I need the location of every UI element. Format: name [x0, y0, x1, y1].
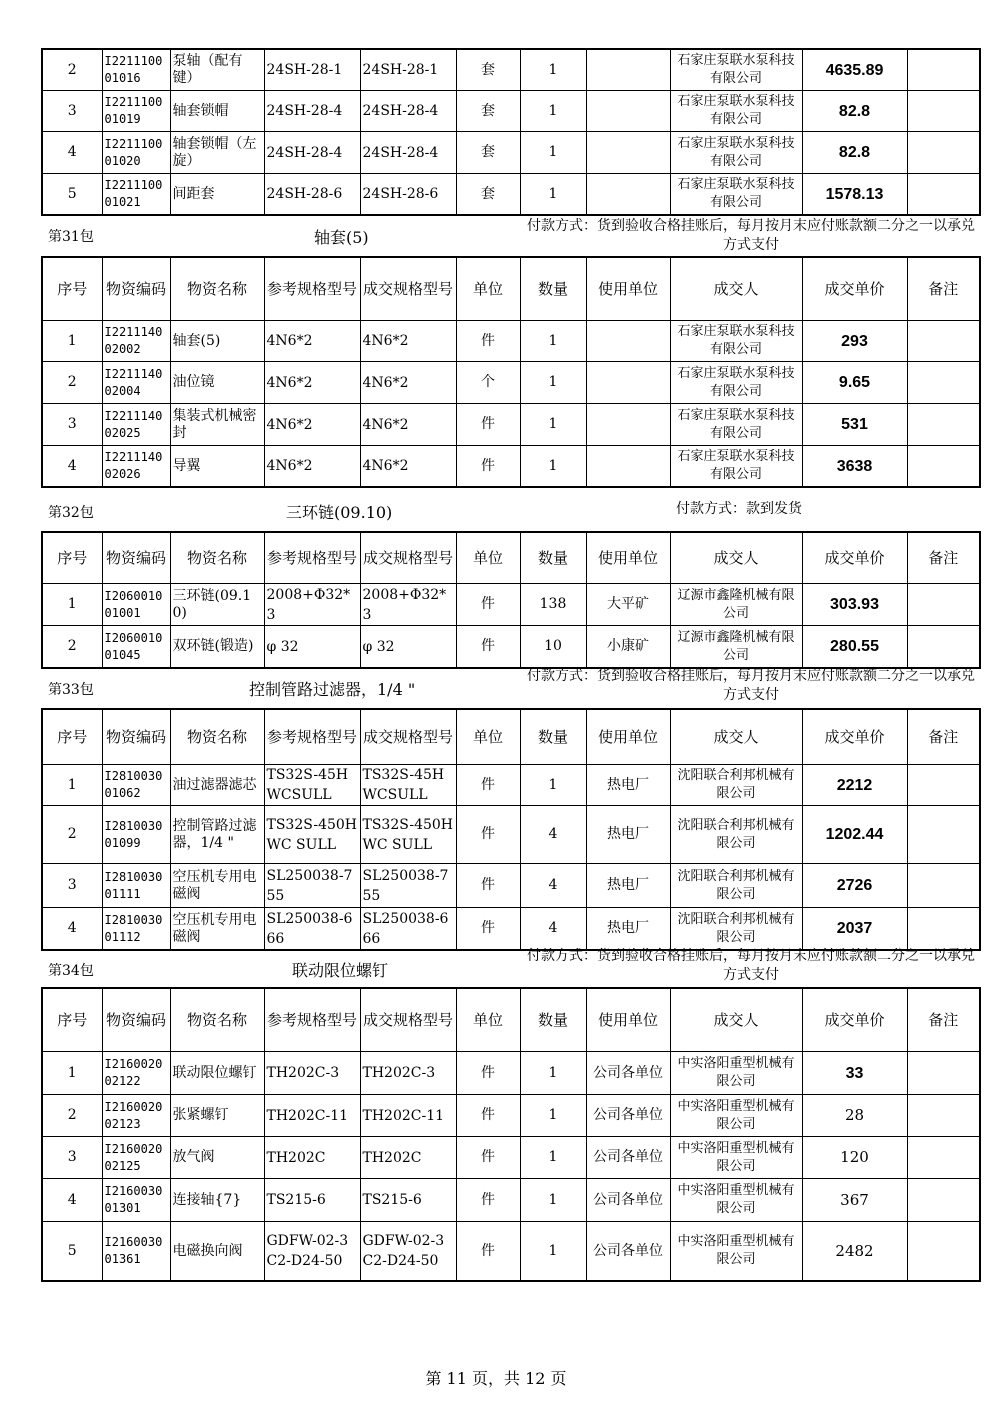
- table-cell: 件: [456, 1179, 520, 1222]
- table-cell: 大平矿: [586, 584, 670, 626]
- table-cell: TS215-6: [360, 1179, 456, 1222]
- table-cell: [907, 174, 980, 216]
- table-cell: [907, 49, 980, 91]
- table-cell: 4N6*2: [264, 321, 360, 362]
- table-cell: [907, 765, 980, 806]
- table-cell: 中实洛阳重型机械有限公司: [670, 1095, 802, 1137]
- table-cell: 2: [42, 806, 102, 864]
- table-cell: 1: [520, 49, 586, 91]
- table-cell: [586, 174, 670, 216]
- column-header-deal-spec: 成交规格型号: [360, 257, 456, 321]
- table-cell: 件: [456, 446, 520, 488]
- table-cell: 24SH-28-1: [360, 49, 456, 91]
- table-cell: 石家庄泵联水泵科技有限公司: [670, 174, 802, 216]
- price-cell: 2726: [802, 864, 907, 908]
- table-cell: I221114002002: [102, 321, 170, 362]
- table-header-row: [42, 257, 980, 321]
- price-cell: 531: [802, 404, 907, 446]
- table-cell: [907, 1222, 980, 1282]
- table-cell: 套: [456, 174, 520, 216]
- column-header-user: 使用单位: [586, 709, 670, 765]
- price-cell: 82.8: [802, 91, 907, 132]
- table-cell: I281003001111: [102, 864, 170, 908]
- column-header-price: 成交单价: [802, 257, 907, 321]
- table-cell: 2008+Φ32*3: [264, 584, 360, 626]
- table-cell: 石家庄泵联水泵科技有限公司: [670, 91, 802, 132]
- table-cell: 辽源市鑫隆机械有限公司: [670, 626, 802, 669]
- table-cell: 轴套(5): [170, 321, 264, 362]
- column-header-deal-spec: 成交规格型号: [360, 532, 456, 584]
- table-cell: 空压机专用电磁阀: [170, 908, 264, 951]
- table-row: [42, 132, 980, 174]
- table-cell: 热电厂: [586, 765, 670, 806]
- column-header-seq: 序号: [42, 532, 102, 584]
- table-cell: [907, 1052, 980, 1095]
- table-cell: 轴套锁帽: [170, 91, 264, 132]
- table-cell: 集装式机械密封: [170, 404, 264, 446]
- table-row: [42, 174, 980, 216]
- table-cell: [907, 1137, 980, 1179]
- price-cell: 280.55: [802, 626, 907, 669]
- table-cell: TS32S-45HWCSULL: [264, 765, 360, 806]
- table-cell: 1: [520, 404, 586, 446]
- price-cell: 2482: [802, 1222, 907, 1282]
- table-pkg34: [41, 987, 981, 1282]
- table-cell: 1: [42, 321, 102, 362]
- table-cell: 3: [42, 91, 102, 132]
- table-cell: 24SH-28-1: [264, 49, 360, 91]
- table-cell: 1: [520, 446, 586, 488]
- table-cell: GDFW-02-3C2-D24-50: [264, 1222, 360, 1282]
- table-cell: 间距套: [170, 174, 264, 216]
- table-cell: [586, 446, 670, 488]
- price-cell: 303.93: [802, 584, 907, 626]
- table-cell: 4N6*2: [360, 321, 456, 362]
- table-cell: 1: [520, 362, 586, 404]
- column-header-name: 物资名称: [170, 257, 264, 321]
- column-header-note: 备注: [907, 257, 980, 321]
- table-row: [42, 1052, 980, 1095]
- table-cell: [907, 91, 980, 132]
- column-header-unit: 单位: [456, 532, 520, 584]
- table-cell: 热电厂: [586, 908, 670, 951]
- table-cell: 1: [520, 765, 586, 806]
- column-header-seq: 序号: [42, 257, 102, 321]
- table-cell: 4N6*2: [264, 446, 360, 488]
- table-row: [42, 1222, 980, 1282]
- table-row: [42, 91, 980, 132]
- table-cell: 沈阳联合利邦机械有限公司: [670, 765, 802, 806]
- table-cell: 138: [520, 584, 586, 626]
- table-cell: 件: [456, 1137, 520, 1179]
- table-cell: φ 32: [360, 626, 456, 669]
- table-cell: 中实洛阳重型机械有限公司: [670, 1179, 802, 1222]
- table-row: [42, 1179, 980, 1222]
- column-header-ref-spec: 参考规格型号: [264, 532, 360, 584]
- package-title: 联动限位螺钉: [292, 961, 389, 980]
- table-row: [42, 446, 980, 488]
- table-cell: GDFW-02-3C2-D24-50: [360, 1222, 456, 1282]
- table-cell: [907, 132, 980, 174]
- table-cell: TS32S-450HWC SULL: [360, 806, 456, 864]
- table-cell: 1: [520, 1222, 586, 1282]
- table-pkg30-continued: [41, 48, 981, 216]
- table-cell: TS215-6: [264, 1179, 360, 1222]
- table-pkg32: [41, 531, 981, 669]
- table-cell: 三环链(09.10): [170, 584, 264, 626]
- column-header-note: 备注: [907, 532, 980, 584]
- table-cell: 导翼: [170, 446, 264, 488]
- table-cell: 中实洛阳重型机械有限公司: [670, 1222, 802, 1282]
- table-cell: SL250038-666: [264, 908, 360, 951]
- package-label: 第34包: [48, 963, 94, 979]
- column-header-price: 成交单价: [802, 709, 907, 765]
- column-header-unit: 单位: [456, 257, 520, 321]
- table-cell: 4: [520, 864, 586, 908]
- table-cell: [586, 404, 670, 446]
- table-cell: 24SH-28-6: [264, 174, 360, 216]
- table-cell: [907, 1179, 980, 1222]
- column-header-name: 物资名称: [170, 988, 264, 1052]
- table-row: [42, 584, 980, 626]
- table-cell: 公司各单位: [586, 1179, 670, 1222]
- price-cell: 293: [802, 321, 907, 362]
- table-cell: 4: [42, 908, 102, 951]
- table-cell: [907, 321, 980, 362]
- table-cell: 轴套锁帽（左旋）: [170, 132, 264, 174]
- table-cell: I216002002123: [102, 1095, 170, 1137]
- package-label: 第31包: [48, 229, 94, 245]
- table-cell: 1: [520, 1052, 586, 1095]
- column-header-ref-spec: 参考规格型号: [264, 709, 360, 765]
- table-cell: 双环链(锻造): [170, 626, 264, 669]
- price-cell: 82.8: [802, 132, 907, 174]
- column-header-qty: 数量: [520, 988, 586, 1052]
- column-header-code: 物资编码: [102, 532, 170, 584]
- table-cell: I216002002122: [102, 1052, 170, 1095]
- column-header-seq: 序号: [42, 988, 102, 1052]
- package-title: 控制管路过滤器，1/4 ": [249, 680, 416, 699]
- column-header-ref-spec: 参考规格型号: [264, 257, 360, 321]
- table-cell: TH202C-11: [264, 1095, 360, 1137]
- table-cell: 公司各单位: [586, 1095, 670, 1137]
- payment-terms: 付款方式：款到发货: [676, 501, 802, 517]
- table-row: [42, 1137, 980, 1179]
- table-cell: 件: [456, 806, 520, 864]
- table-cell: SL250038-666: [360, 908, 456, 951]
- payment-terms: 付款方式：货到验收合格挂账后，每月按月末应付账款额二分之一以承兑方式支付: [527, 668, 975, 703]
- table-cell: [586, 321, 670, 362]
- column-header-deal-spec: 成交规格型号: [360, 988, 456, 1052]
- table-cell: 套: [456, 132, 520, 174]
- table-cell: 公司各单位: [586, 1052, 670, 1095]
- price-cell: 1578.13: [802, 174, 907, 216]
- table-cell: 1: [42, 584, 102, 626]
- table-cell: 2: [42, 626, 102, 669]
- page-footer: 第 11 页，共 12 页: [425, 1369, 567, 1388]
- table-cell: SL250038-755: [360, 864, 456, 908]
- table-cell: 4: [42, 1179, 102, 1222]
- column-header-seq: 序号: [42, 709, 102, 765]
- table-cell: [907, 446, 980, 488]
- table-cell: 4N6*2: [264, 362, 360, 404]
- table-cell: [586, 362, 670, 404]
- table-cell: 空压机专用电磁阀: [170, 864, 264, 908]
- table-cell: TH202C-3: [264, 1052, 360, 1095]
- table-cell: TS32S-45HWCSULL: [360, 765, 456, 806]
- table-cell: 24SH-28-4: [360, 91, 456, 132]
- table-cell: 1: [520, 321, 586, 362]
- table-cell: 石家庄泵联水泵科技有限公司: [670, 446, 802, 488]
- table-cell: I221110001016: [102, 49, 170, 91]
- table-cell: [907, 864, 980, 908]
- table-cell: I281003001062: [102, 765, 170, 806]
- table-cell: TH202C: [264, 1137, 360, 1179]
- column-header-user: 使用单位: [586, 257, 670, 321]
- table-cell: 24SH-28-4: [264, 91, 360, 132]
- price-cell: 120: [802, 1137, 907, 1179]
- table-header-row: [42, 988, 980, 1052]
- price-cell: 367: [802, 1179, 907, 1222]
- table-cell: 件: [456, 584, 520, 626]
- table-cell: 放气阀: [170, 1137, 264, 1179]
- table-cell: 4N6*2: [360, 362, 456, 404]
- price-cell: 33: [802, 1052, 907, 1095]
- table-cell: 联动限位螺钉: [170, 1052, 264, 1095]
- table-cell: 4: [520, 806, 586, 864]
- price-cell: 4635.89: [802, 49, 907, 91]
- table-cell: φ 32: [264, 626, 360, 669]
- table-cell: 公司各单位: [586, 1137, 670, 1179]
- table-cell: 件: [456, 404, 520, 446]
- table-cell: [907, 584, 980, 626]
- table-cell: 件: [456, 908, 520, 951]
- column-header-deal-spec: 成交规格型号: [360, 709, 456, 765]
- table-cell: 个: [456, 362, 520, 404]
- table-cell: 件: [456, 864, 520, 908]
- table-cell: 热电厂: [586, 806, 670, 864]
- table-cell: SL250038-755: [264, 864, 360, 908]
- table-cell: 石家庄泵联水泵科技有限公司: [670, 49, 802, 91]
- table-cell: 石家庄泵联水泵科技有限公司: [670, 362, 802, 404]
- table-cell: 5: [42, 1222, 102, 1282]
- column-header-vendor: 成交人: [670, 257, 802, 321]
- table-cell: 3: [42, 864, 102, 908]
- table-cell: TS32S-450HWC SULL: [264, 806, 360, 864]
- column-header-qty: 数量: [520, 532, 586, 584]
- table-cell: 沈阳联合利邦机械有限公司: [670, 806, 802, 864]
- table-row: [42, 404, 980, 446]
- table-cell: 4: [42, 132, 102, 174]
- table-cell: 件: [456, 626, 520, 669]
- table-cell: 3: [42, 404, 102, 446]
- table-cell: 3: [42, 1137, 102, 1179]
- column-header-name: 物资名称: [170, 532, 264, 584]
- table-cell: 2: [42, 49, 102, 91]
- table-cell: [907, 908, 980, 951]
- table-cell: I221114002004: [102, 362, 170, 404]
- payment-terms: 付款方式：货到验收合格挂账后，每月按月末应付账款额二分之一以承兑方式支付: [527, 948, 975, 983]
- table-cell: 泵轴（配有键）: [170, 49, 264, 91]
- table-cell: 4: [520, 908, 586, 951]
- table-cell: 件: [456, 1095, 520, 1137]
- price-cell: 9.65: [802, 362, 907, 404]
- table-cell: 1: [520, 91, 586, 132]
- table-cell: 1: [520, 1179, 586, 1222]
- table-row: [42, 908, 980, 951]
- column-header-qty: 数量: [520, 257, 586, 321]
- table-cell: TH202C: [360, 1137, 456, 1179]
- table-cell: [907, 1095, 980, 1137]
- table-row: [42, 362, 980, 404]
- table-cell: 2: [42, 1095, 102, 1137]
- table-cell: I221110001021: [102, 174, 170, 216]
- table-cell: [586, 49, 670, 91]
- column-header-unit: 单位: [456, 709, 520, 765]
- table-cell: [907, 362, 980, 404]
- table-cell: 24SH-28-4: [360, 132, 456, 174]
- table-cell: 公司各单位: [586, 1222, 670, 1282]
- table-cell: 1: [520, 174, 586, 216]
- column-header-code: 物资编码: [102, 257, 170, 321]
- table-cell: 套: [456, 49, 520, 91]
- table-cell: [907, 404, 980, 446]
- table-cell: 4N6*2: [360, 404, 456, 446]
- table-cell: I221110001019: [102, 91, 170, 132]
- column-header-name: 物资名称: [170, 709, 264, 765]
- table-cell: 油过滤器滤芯: [170, 765, 264, 806]
- column-header-unit: 单位: [456, 988, 520, 1052]
- table-cell: 中实洛阳重型机械有限公司: [670, 1137, 802, 1179]
- table-row: [42, 1095, 980, 1137]
- table-row: [42, 321, 980, 362]
- table-row: [42, 806, 980, 864]
- column-header-ref-spec: 参考规格型号: [264, 988, 360, 1052]
- column-header-vendor: 成交人: [670, 709, 802, 765]
- table-cell: 张紧螺钉: [170, 1095, 264, 1137]
- table-cell: 石家庄泵联水泵科技有限公司: [670, 321, 802, 362]
- column-header-user: 使用单位: [586, 988, 670, 1052]
- table-cell: I281003001099: [102, 806, 170, 864]
- table-cell: 4: [42, 446, 102, 488]
- table-cell: [907, 626, 980, 669]
- table-cell: I216002002125: [102, 1137, 170, 1179]
- table-pkg31: [41, 256, 981, 488]
- table-cell: 4N6*2: [360, 446, 456, 488]
- price-cell: 2212: [802, 765, 907, 806]
- table-cell: TH202C-11: [360, 1095, 456, 1137]
- table-cell: 件: [456, 765, 520, 806]
- column-header-vendor: 成交人: [670, 532, 802, 584]
- table-cell: 热电厂: [586, 864, 670, 908]
- payment-terms: 付款方式：货到验收合格挂账后，每月按月末应付账款额二分之一以承兑方式支付: [527, 218, 975, 253]
- table-cell: 1: [520, 1095, 586, 1137]
- package-title: 轴套(5): [314, 228, 369, 247]
- table-cell: 件: [456, 1052, 520, 1095]
- table-cell: I221114002026: [102, 446, 170, 488]
- table-cell: 件: [456, 321, 520, 362]
- table-row: [42, 49, 980, 91]
- table-cell: I206001001045: [102, 626, 170, 669]
- table-cell: 套: [456, 91, 520, 132]
- table-cell: 石家庄泵联水泵科技有限公司: [670, 404, 802, 446]
- table-cell: I281003001112: [102, 908, 170, 951]
- table-header-row: [42, 709, 980, 765]
- table-cell: 连接轴{7}: [170, 1179, 264, 1222]
- table-cell: 辽源市鑫隆机械有限公司: [670, 584, 802, 626]
- table-cell: I216003001301: [102, 1179, 170, 1222]
- table-cell: 石家庄泵联水泵科技有限公司: [670, 132, 802, 174]
- package-title: 三环链(09.10): [286, 503, 393, 522]
- table-row: [42, 864, 980, 908]
- package-label: 第32包: [48, 505, 94, 521]
- table-row: [42, 626, 980, 669]
- table-cell: 24SH-28-6: [360, 174, 456, 216]
- table-cell: 1: [42, 1052, 102, 1095]
- column-header-vendor: 成交人: [670, 988, 802, 1052]
- column-header-user: 使用单位: [586, 532, 670, 584]
- price-cell: 2037: [802, 908, 907, 951]
- table-cell: 1: [520, 1137, 586, 1179]
- package-label: 第33包: [48, 682, 94, 698]
- column-header-code: 物资编码: [102, 709, 170, 765]
- table-pkg33: [41, 708, 981, 951]
- table-cell: 小康矿: [586, 626, 670, 669]
- table-cell: 油位镜: [170, 362, 264, 404]
- table-cell: 2008+Φ32*3: [360, 584, 456, 626]
- table-cell: 沈阳联合利邦机械有限公司: [670, 908, 802, 951]
- table-cell: 1: [42, 765, 102, 806]
- table-cell: 5: [42, 174, 102, 216]
- price-cell: 28: [802, 1095, 907, 1137]
- column-header-qty: 数量: [520, 709, 586, 765]
- table-cell: I216003001361: [102, 1222, 170, 1282]
- table-cell: 4N6*2: [264, 404, 360, 446]
- table-cell: 2: [42, 362, 102, 404]
- table-cell: 中实洛阳重型机械有限公司: [670, 1052, 802, 1095]
- table-cell: 10: [520, 626, 586, 669]
- table-cell: 24SH-28-4: [264, 132, 360, 174]
- column-header-note: 备注: [907, 709, 980, 765]
- table-cell: 件: [456, 1222, 520, 1282]
- table-cell: 沈阳联合利邦机械有限公司: [670, 864, 802, 908]
- table-cell: I221110001020: [102, 132, 170, 174]
- table-cell: 1: [520, 132, 586, 174]
- column-header-price: 成交单价: [802, 532, 907, 584]
- table-cell: I221114002025: [102, 404, 170, 446]
- table-cell: [586, 132, 670, 174]
- table-cell: [907, 806, 980, 864]
- column-header-note: 备注: [907, 988, 980, 1052]
- table-cell: I206001001001: [102, 584, 170, 626]
- column-header-price: 成交单价: [802, 988, 907, 1052]
- table-cell: 控制管路过滤器，1/4 ": [170, 806, 264, 864]
- table-row: [42, 765, 980, 806]
- table-header-row: [42, 532, 980, 584]
- price-cell: 3638: [802, 446, 907, 488]
- table-cell: TH202C-3: [360, 1052, 456, 1095]
- price-cell: 1202.44: [802, 806, 907, 864]
- table-cell: 电磁换向阀: [170, 1222, 264, 1282]
- column-header-code: 物资编码: [102, 988, 170, 1052]
- table-cell: [586, 91, 670, 132]
